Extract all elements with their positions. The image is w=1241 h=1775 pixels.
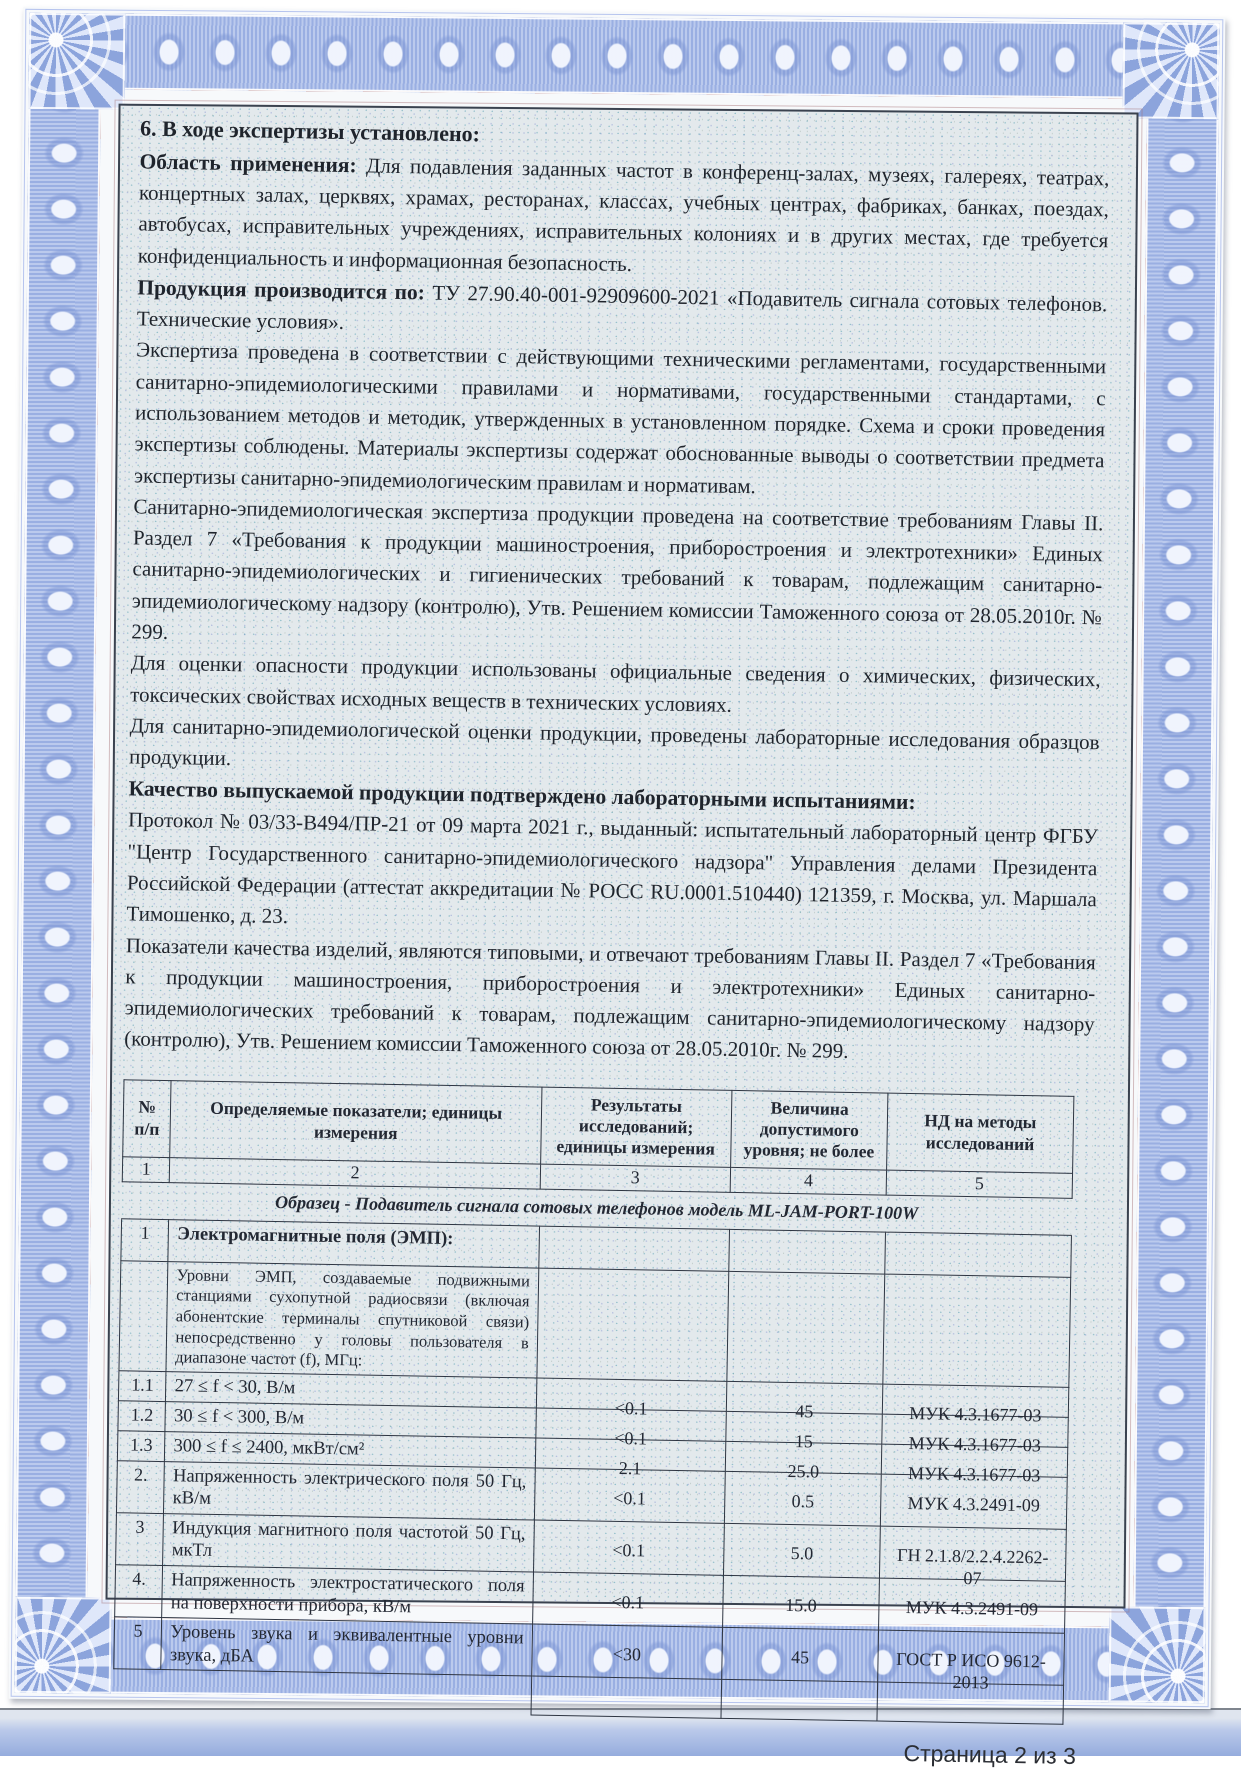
paragraph-protocol: Протокол № 03/33-В494/ПР-21 от 09 марта 2021 г., выданный: испытательный лабораторный центр ФГБУ "Центр Государственного санитарно-эпидемиологического надзора" Управления делами Президента Российской Федерации (аттестат аккредитации № РОСС RU.0001.510440) 121359, г. Москва, ул. Маршала Тимошенко, д. 23. — [126, 807, 1099, 929]
row-method — [885, 1232, 1071, 1277]
page-number: Страница 2 из 3 — [903, 1740, 1077, 1770]
row-num: 1.1 — [118, 1371, 166, 1402]
row-method: МУК 4.3.2491-09 — [905, 1597, 1039, 1620]
empty-cell — [161, 1670, 532, 1715]
row-method: МУК 4.3.2491-09 — [907, 1492, 1041, 1516]
row-name: Напряженность электрического поля 50 Гц, кВ/м — [164, 1461, 535, 1520]
row-num: 1 — [121, 1218, 169, 1261]
row-method: МУК 4.3.1677-03 — [907, 1462, 1041, 1486]
row-limit: 15 — [794, 1430, 814, 1452]
paragraph-scope-text: Для подавления заданных частот в конференц-залах, музеях, галереях, театрах, концертных залах, церквях, храмах, ресторанах, классах, учебных центрах, фабриках, банках, поездах, автобусах, исправительных учреждениях, исправительных колониях и в других местах, где требуется конфиденциальность и информационная безопасность. — [137, 153, 1110, 276]
row-num: 3 — [116, 1513, 164, 1566]
row-limit — [727, 1271, 886, 1384]
subheading-quality: Качество выпускаемой продукции подтверждено лабораторными испытаниями: — [128, 776, 916, 815]
row-method: ГОСТ Р ИСО 9612-2013 — [896, 1649, 1047, 1693]
row-method — [883, 1274, 1070, 1387]
row-name: Напряженность электростатического поля на поверхности прибора, кВ/м — [162, 1566, 533, 1625]
col-number: 5 — [887, 1170, 1073, 1198]
paragraph-produced-by-lead: Продукция производится по: — [137, 275, 426, 305]
paragraph-scope — [138, 145, 1110, 288]
paragraph-sanitary-expertise: Санитарно-эпидемиологическая экспертиза продукции проведена на соответствие требованиям Главы II. Раздел 7 «Требования к продукции машиностроения, приборостроения и электротехники» Единых санитарно-эпидемиологических и гигиенических требований к товарам, подлежащим санитарно-эпидемиологическому надзору (контролю), Утв. Решением комиссии Таможенного союза от 28.05.2010г. № 299. — [131, 494, 1104, 644]
col-number: 2 — [170, 1157, 541, 1188]
row-result — [539, 1226, 730, 1271]
border-corner-ornament-top-left — [29, 13, 126, 110]
col-number: 1 — [122, 1156, 170, 1182]
border-corner-ornament-bottom-left — [15, 1597, 112, 1694]
row-method: ГН 2.1.8/2.2.4.2262-07 — [896, 1544, 1049, 1589]
row-name: 300 ≤ f ≤ 2400, мкВт/см² — [165, 1431, 536, 1467]
empty-cell — [113, 1669, 161, 1709]
section-heading: 6. В ходе экспертизы установлено: — [139, 115, 481, 147]
document-content — [95, 102, 1137, 1770]
paragraph-hazard-assessment: Для оценки опасности продукции использованы официальные сведения о химических, физических, токсических свойствах исходных веществ в технических условиях. — [130, 650, 1101, 717]
row-limit — [729, 1229, 886, 1274]
row-num: 4. — [115, 1565, 163, 1618]
border-corner-ornament-top-right — [1122, 22, 1219, 119]
row-result: <0.1 — [614, 1397, 648, 1419]
row-method: МУК 4.3.1677-03 — [908, 1432, 1042, 1456]
row-limit: 0.5 — [791, 1490, 815, 1512]
row-name: Уровни ЭМП, создаваемые подвижными станциями сухопутной радиосвязи (включая абонентские терминалы спутниковой связи) непосредственно у головы пользователя в диапазоне частот (f), МГц: — [166, 1261, 538, 1378]
results-table — [113, 1079, 1074, 1725]
guilloche-border-right — [1133, 23, 1220, 1704]
paragraph-produced-by-text: ТУ 27.90.40-001-92909600-2021 «Подавитель сигнала сотовых телефонов. Технические условия». — [136, 280, 1108, 335]
header-method: НД на методы исследований — [887, 1093, 1074, 1173]
row-result — [537, 1268, 729, 1381]
row-result: <0.1 — [614, 1427, 648, 1449]
guilloche-border-top — [29, 13, 1220, 99]
guilloche-border-left — [15, 13, 102, 1694]
sample-name: Образец - Подавитель сигнала сотовых телефонов модель ML-JAM-PORT-100W — [122, 1181, 1072, 1235]
row-limit: 5.0 — [790, 1542, 814, 1564]
row-name: Индукция магнитного поля частотой 50 Гц, мкТл — [163, 1513, 534, 1572]
row-result: <0.1 — [613, 1487, 647, 1509]
paragraph-scope-lead: Область применения: — [139, 149, 357, 177]
row-name: 27 ≤ f < 30, В/м — [166, 1371, 537, 1407]
row-result: <0.1 — [611, 1591, 645, 1613]
row-method: МУК 4.3.1677-03 — [909, 1402, 1042, 1426]
row-limit: 15.0 — [785, 1594, 817, 1616]
header-num: № п/п — [123, 1079, 172, 1157]
row-num: 1.2 — [118, 1401, 166, 1432]
col-number: 3 — [540, 1164, 730, 1192]
row-limit: 25.0 — [787, 1460, 820, 1482]
paragraph-lab-research: Для санитарно-эпидемиологической оценки продукции, проведены лабораторные исследования образцов продукции. — [128, 713, 1100, 771]
empty-cell — [531, 1676, 722, 1718]
border-corner-ornament-bottom-right — [1109, 1606, 1206, 1703]
row-name: 30 ≤ f < 300, В/м — [165, 1401, 536, 1437]
header-limit: Величина допустимого уровня; не более — [730, 1090, 888, 1170]
row-result: <30 — [612, 1644, 642, 1665]
row-result: <0.1 — [612, 1539, 646, 1561]
header-indicators: Определяемые показатели; единицы измерения — [170, 1080, 542, 1163]
document-body-area — [106, 104, 1139, 1770]
row-num: 5 — [114, 1617, 162, 1670]
certificate-sheet — [9, 7, 1226, 1770]
col-number: 4 — [730, 1167, 887, 1195]
table-row — [119, 1260, 1070, 1387]
row-num — [119, 1260, 168, 1371]
row-name: Уровень звука и эквивалентные уровни звука, дБА — [161, 1618, 532, 1677]
header-results: Результаты исследований; единицы измерения — [540, 1087, 731, 1167]
empty-cell — [721, 1680, 878, 1722]
row-num: 1.3 — [117, 1431, 165, 1462]
paragraph-expertise: Экспертиза проведена в соответствии с действующими техническими регламентами, государственными санитарно-эпидемиологическими правилами и нормативами, государственными стандартами, с использованием методов и методик, утвержденных в установленном порядке. Схема и сроки проведения экспертизы соблюдены. Материалы экспертизы содержат обоснованные выводы о соответствии предмета экспертизы санитарно-эпидемиологическим правилам и нормативам. — [133, 337, 1107, 498]
row-limit: 45 — [790, 1647, 810, 1668]
paragraph-quality-indicators: Показатели качества изделий, являются типовыми, и отвечают требованиям Главы II. Раздел 7 «Требования к продукции машиностроения, приборостроения и электротехники» Единых санитарно-эпидемиологических требований к товарам, подлежащим санитарно-эпидемиологическому надзору (контролю), Утв. Решением комиссии Таможенного союза от 28.05.2010г. № 299. — [124, 932, 1096, 1064]
row-name: Электромагнитные поля (ЭМП): — [168, 1219, 539, 1267]
row-result: 2.1 — [618, 1457, 642, 1479]
row-limit: 45 — [795, 1400, 814, 1422]
row-num: 2. — [116, 1461, 164, 1514]
